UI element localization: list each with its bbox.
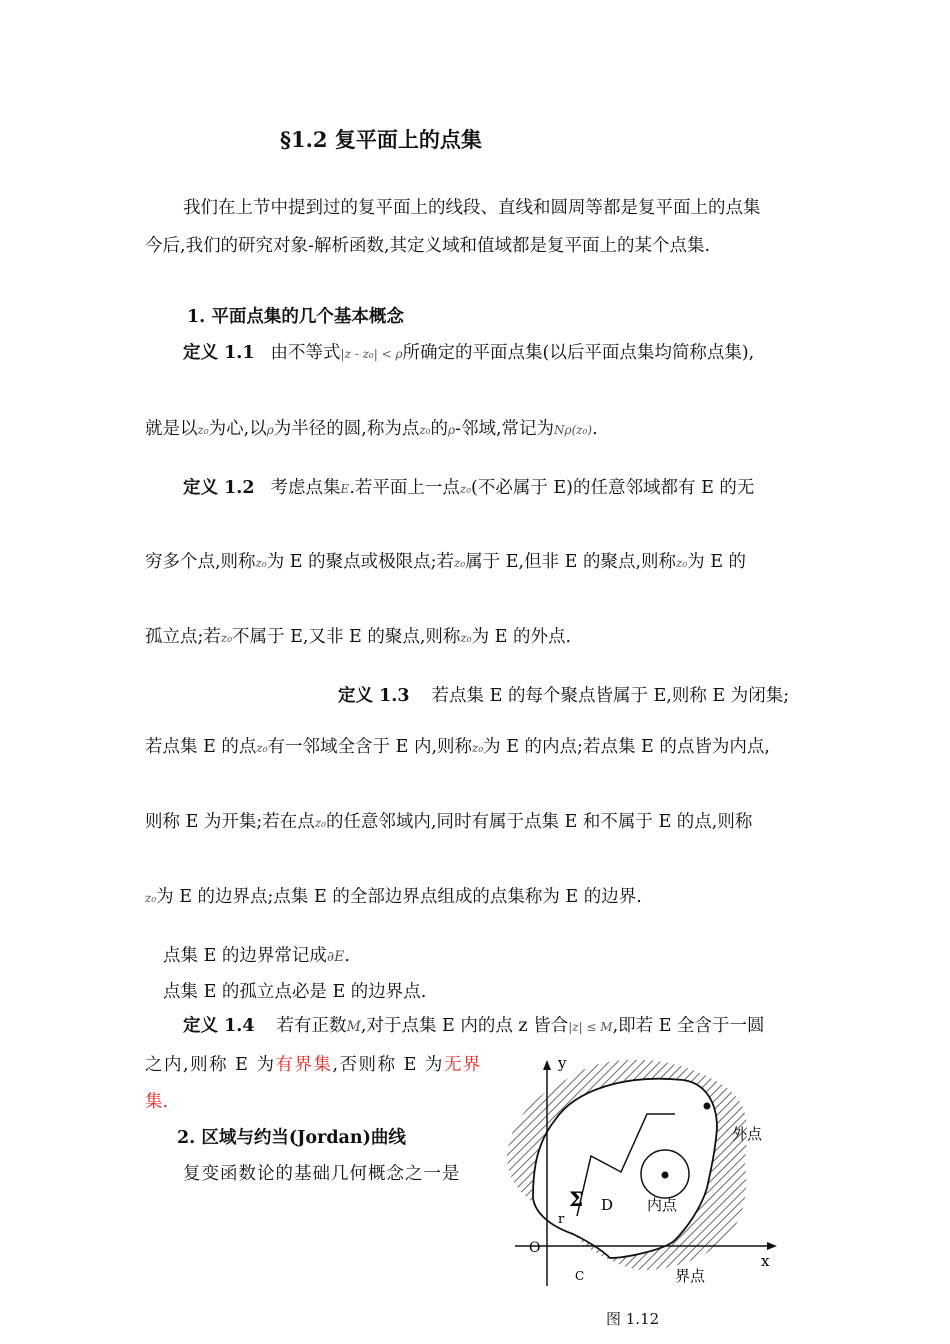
neighborhood-math: Nρ(z₀) xyxy=(554,423,593,437)
definition-1-3-line-3 xyxy=(145,814,752,832)
bounded-set-term: 有界集 xyxy=(275,1055,333,1075)
definition-label: 定义 1.3 xyxy=(338,686,410,706)
definition-1-4-line-3 xyxy=(145,1094,168,1112)
text: 为心,以 xyxy=(208,419,267,439)
y-axis-label: y xyxy=(558,1054,567,1072)
text: ,即若 E 全含于一圆 xyxy=(612,1016,765,1036)
text: 若点集 E 的点 xyxy=(145,737,257,757)
definition-label: 定义 1.4 xyxy=(183,1016,255,1036)
definition-1-2-line-1 xyxy=(183,480,754,498)
text: 考虑点集 xyxy=(270,478,341,498)
section-2-text: 复变函数论的基础几何概念之一是 xyxy=(183,1164,461,1184)
definition-1-2-line-3 xyxy=(145,629,571,647)
text: 之内,则称 E 为 xyxy=(145,1055,276,1075)
C-label: C xyxy=(575,1269,585,1283)
definition-label: 定义 1.2 xyxy=(183,478,255,498)
section-2-heading: 2. 区域与约当(Jordan)曲线 xyxy=(177,1128,406,1148)
z0-math: z₀ xyxy=(472,741,484,755)
text: 由不等式 xyxy=(270,343,341,363)
definition-label: 定义 1.1 xyxy=(183,343,255,363)
modulus-math: |z| ≤ M xyxy=(568,1020,613,1034)
z0-math: z₀ xyxy=(460,631,472,645)
page-title: §1.2 复平面上的点集 xyxy=(280,127,482,152)
definition-1-3-line-2 xyxy=(145,739,770,757)
z0-math: z₀ xyxy=(197,423,209,437)
text: 穷多个点,则称 xyxy=(145,552,256,572)
definition-1-4-line-1 xyxy=(183,1018,765,1036)
figure-1-12 xyxy=(495,1048,795,1288)
definition-1-3-line-1 xyxy=(338,688,789,706)
intro-line-1: 我们在上节中提到过的复平面上的线段、直线和圆周等都是复平面上的点集 xyxy=(183,198,761,218)
section-1-heading: 1. 平面点集的几个基本概念 xyxy=(187,307,404,327)
boundary-note-1 xyxy=(163,948,350,966)
text: . xyxy=(162,1092,169,1112)
r-label: r xyxy=(558,1212,565,1227)
figure-caption: 图 1.12 xyxy=(606,1310,660,1328)
definition-1-3-line-4 xyxy=(145,889,642,907)
interior-label: 内点 xyxy=(647,1196,678,1214)
definition-1-2-line-2 xyxy=(145,554,746,572)
text: 若有正数 xyxy=(276,1016,347,1036)
inequality-math: |z - z₀| < ρ xyxy=(340,347,403,361)
text: 孤立点;若 xyxy=(145,627,221,647)
y-axis-arrow xyxy=(543,1060,551,1070)
text: 的任意邻域内,同时有属于点集 E 和不属于 E 的点,则称 xyxy=(325,812,753,832)
interior-point xyxy=(662,1172,669,1179)
text: 为半径的圆,称为点 xyxy=(273,419,420,439)
z0-math: z₀ xyxy=(459,482,472,496)
text: ,否则称 E 为 xyxy=(332,1055,444,1075)
boundary-note-2: 点集 E 的孤立点必是 E 的边界点. xyxy=(163,982,427,1002)
text: 为 E 的 xyxy=(687,552,747,572)
definition-1-1-line-1 xyxy=(183,345,754,363)
text: 点集 E 的边界常记成 xyxy=(163,946,327,966)
z0-math: z₀ xyxy=(256,741,268,755)
text: 若点集 E 的每个聚点皆属于 E,则称 E 为闭集; xyxy=(431,686,790,706)
z0-math: z₀ xyxy=(255,556,267,570)
text: 为 E 的边界点;点集 E 的全部边界点组成的点集称为 E 的边界. xyxy=(156,887,642,907)
unbounded-set-term-end: 集 xyxy=(145,1092,163,1112)
intro-line-2: 今后,我们的研究对象-解析函数,其定义域和值域都是复平面上的某个点集. xyxy=(145,236,711,256)
text: -邻域,常记为 xyxy=(455,419,555,439)
boundary-label: 界点 xyxy=(675,1267,706,1285)
text: 不属于 E,又非 E 的聚点,则称 xyxy=(232,627,461,647)
x-axis-label: x xyxy=(761,1252,770,1270)
unbounded-set-term: 无界 xyxy=(443,1055,482,1075)
text: 为 E 的内点;若点集 E 的点皆为内点, xyxy=(483,737,770,757)
text: 为 E 的外点. xyxy=(471,627,572,647)
definition-1-4-line-2 xyxy=(145,1057,482,1075)
E-math: E xyxy=(340,482,350,496)
text: . xyxy=(344,946,350,966)
exterior-label: 外点 xyxy=(732,1125,763,1143)
z0-math: z₀ xyxy=(145,891,157,905)
text: 属于 E,但非 E 的聚点,则称 xyxy=(465,552,677,572)
definition-1-1-line-2 xyxy=(145,421,598,439)
origin-label: O xyxy=(529,1240,541,1256)
text: (不必属于 E)的任意邻域都有 E 的无 xyxy=(471,478,755,498)
region-D-label: D xyxy=(601,1196,614,1214)
text: 为 E 的聚点或极限点;若 xyxy=(266,552,454,572)
z0-math: z₀ xyxy=(314,816,326,830)
z0-math: z₀ xyxy=(454,556,466,570)
rho-math: ρ xyxy=(266,423,274,437)
z0-math: z₀ xyxy=(419,423,431,437)
z0-math: z₀ xyxy=(676,556,688,570)
z0-math: z₀ xyxy=(220,631,233,645)
sigma-label: Σ xyxy=(569,1187,584,1211)
text: 有一邻域全含于 E 内,则称 xyxy=(267,737,473,757)
text: 所确定的平面点集(以后平面点集均简称点集), xyxy=(402,343,755,363)
text: 的 xyxy=(430,419,448,439)
text: 则称 E 为开集;若在点 xyxy=(145,812,315,832)
x-axis-arrow xyxy=(767,1242,777,1250)
text: 就是以 xyxy=(145,419,198,439)
exterior-point xyxy=(704,1103,711,1110)
text: ,对于点集 E 内的点 z 皆合 xyxy=(360,1016,569,1036)
boundary-symbol: ∂E xyxy=(326,949,345,965)
rho-math: ρ xyxy=(447,423,456,437)
text: . xyxy=(592,419,598,439)
M-math: M xyxy=(346,1019,361,1035)
text: .若平面上一点 xyxy=(349,478,460,498)
